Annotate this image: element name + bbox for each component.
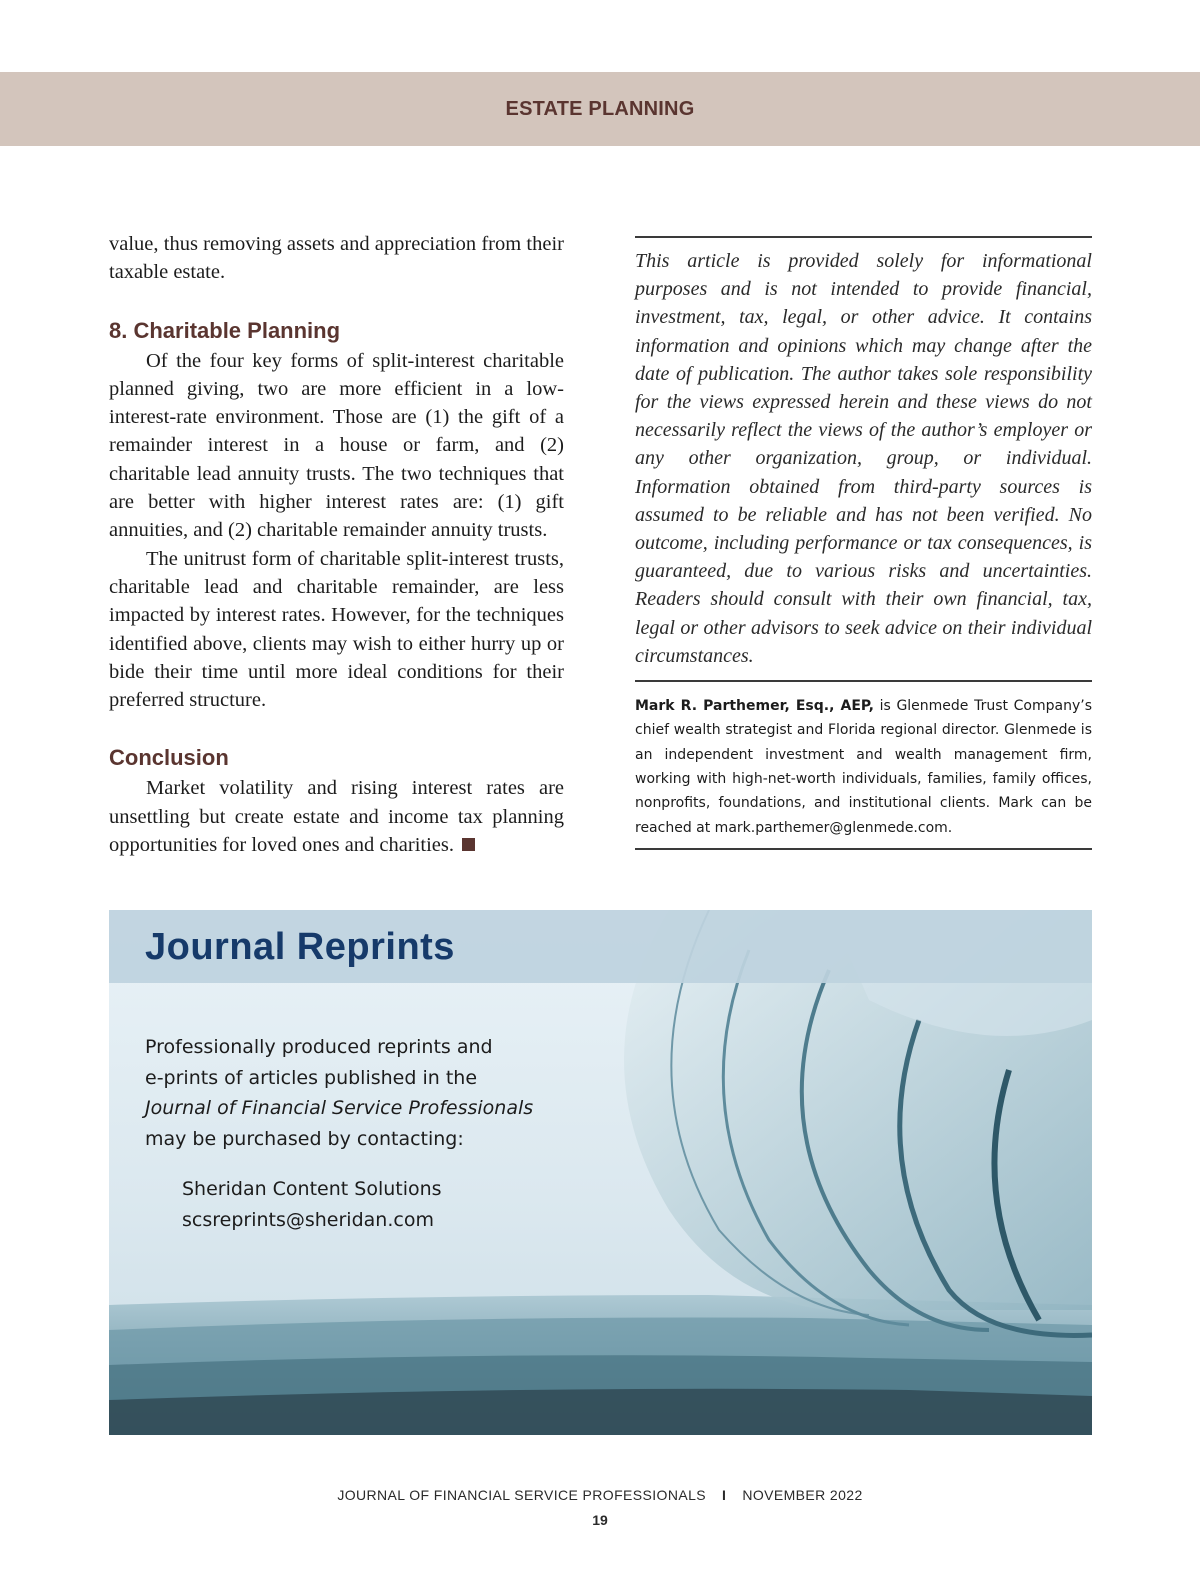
conclusion-text: Market volatility and rising interest rates are unsettling but create estate and income tax planning opportunities for loved ones and charities. [109,777,564,857]
author-bio-text: is Glenmede Trust Company’s chief wealth strategist and Florida regional director. Glenmede is an independent investment and wealth management firm, working with high-net-worth individuals, families, family offices, nonprofits, foundations, and institutional clients. Mark can be reached at mark.parthemer@glenmede.com. [635,698,1093,836]
contact-name: Sheridan Content Solutions [182,1178,442,1200]
sidebar-bottom-rule [635,848,1092,850]
journal-reprints-ad [109,910,1092,1435]
section-label: ESTATE PLANNING [505,97,695,120]
footer-separator: I [722,1487,727,1503]
section-header-band [0,72,1200,146]
reprints-line-2: e-prints of articles published in the [145,1066,478,1089]
reprints-title: Journal Reprints [145,926,455,968]
contact-email[interactable]: scsreprints@sheridan.com [182,1209,434,1231]
page-footer [0,1487,1200,1503]
charitable-paragraph-2: The unitrust form of charitable split-interest trusts, charitable lead and charitable remainder, are less impacted by interest rates. However, for the techniques identified above, clients may wish to either hurry up or bide their time until more ideal conditions for their preferred structure. [109,547,564,712]
end-of-article-mark [462,838,475,851]
conclusion-heading: Conclusion [109,745,229,771]
charitable-planning-heading: 8. Charitable Planning [109,317,341,343]
author-sidebar [635,236,1092,850]
author-bio [635,682,1092,848]
article-column [109,230,564,859]
journal-name: Journal of Financial Service Professionals [145,1097,534,1119]
charitable-paragraph-1: Of the four key forms of split-interest charitable planned giving, two are more efficient in a low-interest-rate environment. Those are (1) the gift of a remainder interest in a house or farm, and (2) charitable lead annuity trusts. The two techniques that are better with higher interest rates are: (1) gift annuities, and (2) charitable remainder annuity trusts. [109,349,564,542]
disclaimer-text: This article is provided solely for informational purposes and is not intended to provide financial, investment, tax, legal, or other advice. It contains information and opinions which may change after the date of publication. The author takes sole responsibility for the views expressed herein and these views do not necessarily reflect the views of the author’s employer or any other organization, group, or individual. Information obtained from third-party sources is assumed to be reliable and has not been verified. No outcome, including performance or tax consequences, is guaranteed, due to various risks and uncertainties. Readers should consult with their own financial, tax, legal or other advisors to seek advice on their individual circumstances. [635,250,1092,667]
lead-in-paragraph: value, thus removing assets and appreciation from their taxable estate. [109,233,564,284]
footer-issue-date: NOVEMBER 2022 [742,1487,863,1503]
reprints-line-1: Professionally produced reprints and [145,1036,493,1058]
open-book-pages-illustration [109,910,1092,1435]
conclusion-paragraph [109,774,564,859]
footer-journal-name: JOURNAL OF FINANCIAL SERVICE PROFESSIONALS [337,1487,707,1503]
reprints-line-4: may be purchased by contacting: [145,1127,464,1150]
reprints-contact [182,1174,442,1236]
author-name: Mark R. Parthemer, Esq., AEP, [635,698,874,715]
reprints-description [145,1032,585,1154]
page-number: 19 [592,1512,608,1528]
